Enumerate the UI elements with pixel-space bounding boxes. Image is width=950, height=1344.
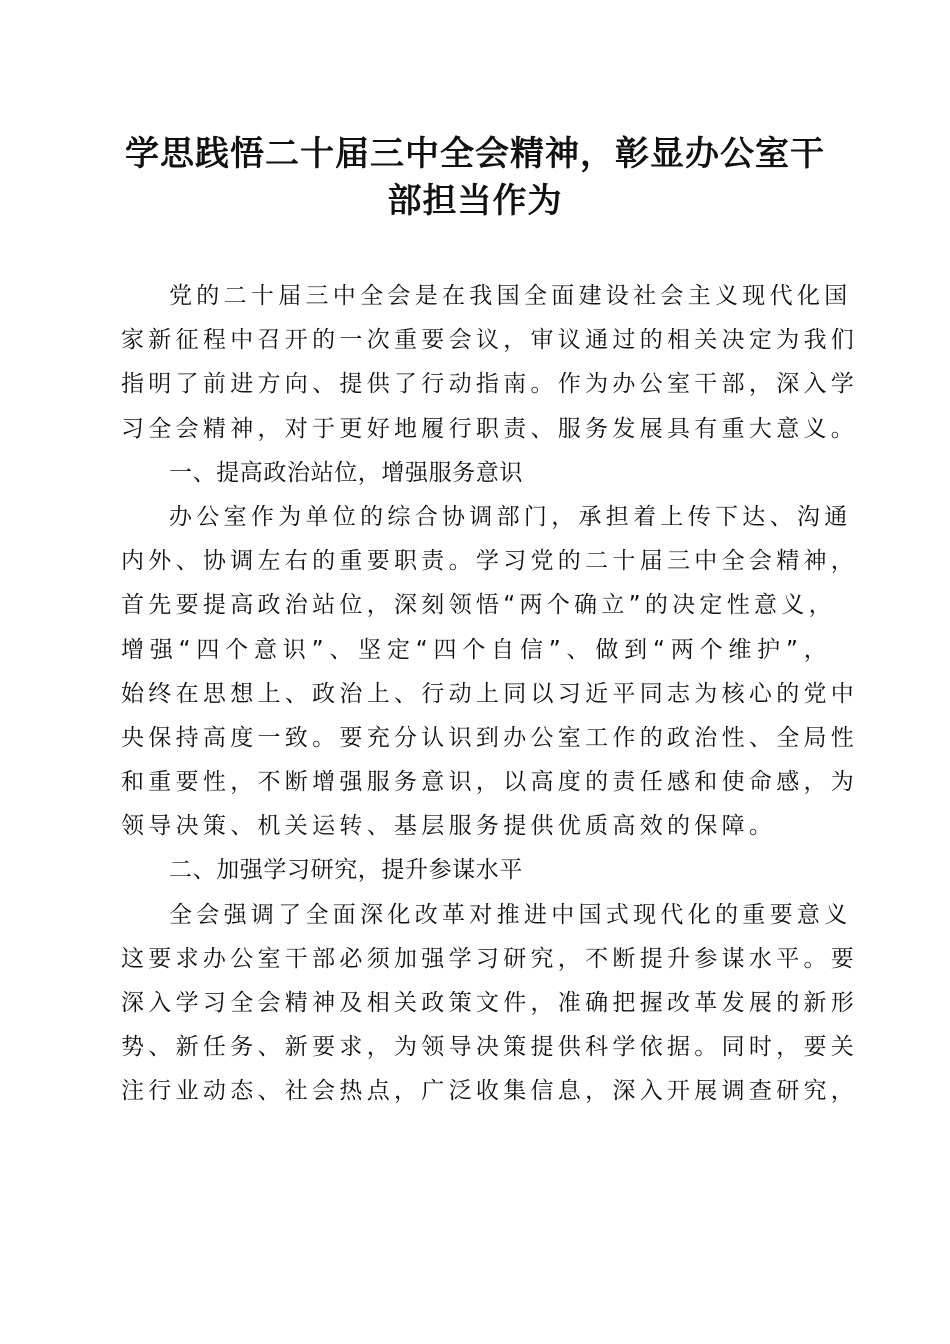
paragraph-line: 内外、协调左右的重要职责。学习党的二十届三中全会精神， — [121, 548, 859, 575]
paragraph-line: 指明了前进方向、提供了行动指南。作为办公室干部，深入学 — [121, 371, 859, 398]
paragraph-line: 和重要性，不断增强服务意识，以高度的责任感和使命感，为 — [121, 769, 859, 796]
section-1-heading: 一、提高政治站位，增强服务意识 — [169, 459, 523, 486]
paragraph-line: 这要求办公室干部必须加强学习研究，不断提升参谋水平。要 — [121, 945, 859, 972]
title-line-2: 部担当作为 — [387, 181, 563, 221]
document-body — [121, 274, 859, 1114]
paragraph-line: 增强“四个意识”、坚定“四个自信”、做到“两个维护”， — [121, 636, 831, 663]
title-line-1: 学思践悟二十届三中全会精神，彰显办公室干 — [125, 134, 825, 174]
paragraph-line: 办公室作为单位的综合协调部门，承担着上传下达、沟通 — [169, 503, 852, 530]
paragraph-line: 党的二十届三中全会是在我国全面建设社会主义现代化国 — [169, 283, 852, 309]
paragraph-line: 习全会精神，对于更好地履行职责、服务发展具有重大意义。 — [121, 415, 859, 442]
intro-paragraph — [121, 274, 859, 451]
section-1-paragraph — [121, 495, 859, 849]
paragraph-line: 领导决策、机关运转、基层服务提供优质高效的保障。 — [121, 813, 777, 840]
paragraph-line: 注行业动态、社会热点，广泛收集信息，深入开展调查研究， — [121, 1078, 859, 1105]
section-2-heading: 二、加强学习研究，提升参谋水平 — [169, 857, 523, 884]
paragraph-line: 家新征程中召开的一次重要会议，审议通过的相关决定为我们 — [121, 327, 859, 354]
paragraph-line: 央保持高度一致。要充分认识到办公室工作的政治性、全局性 — [121, 724, 859, 751]
paragraph-line: 全会强调了全面深化改革对推进中国式现代化的重要意义 — [169, 901, 852, 928]
section-2-paragraph — [121, 893, 859, 1114]
paragraph-line: 始终在思想上、政治上、行动上同以习近平同志为核心的党中 — [121, 680, 859, 707]
document-title — [100, 131, 850, 225]
paragraph-line: 首先要提高政治站位，深刻领悟“两个确立”的决定性意义， — [121, 592, 836, 619]
paragraph-line: 势、新任务、新要求，为领导决策提供科学依据。同时，要关 — [121, 1034, 859, 1061]
paragraph-line: 深入学习全会精神及相关政策文件，准确把握改革发展的新形 — [121, 990, 859, 1016]
